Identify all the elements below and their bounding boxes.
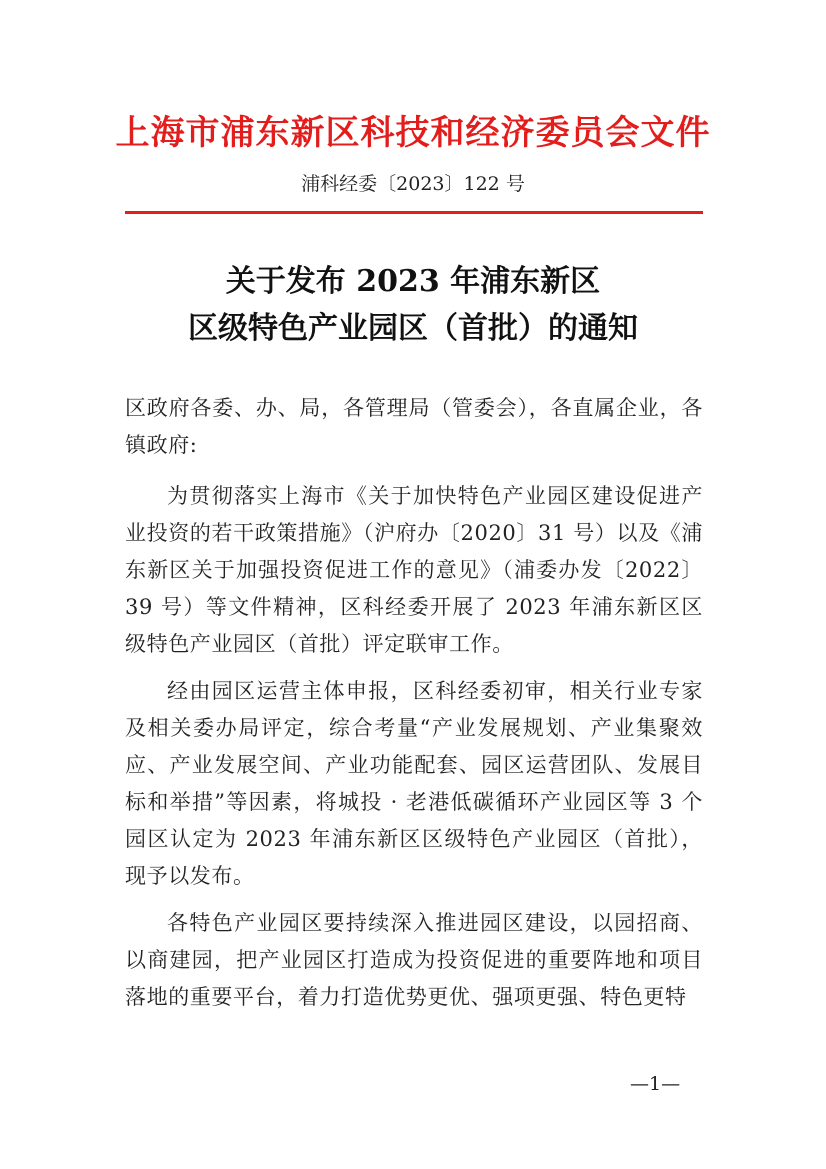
body-paragraph-2: 经由园区运营主体申报，区科经委初审，相关行业专家及相关委办局评定，综合考量“产业发展规划、产业集聚效应、产业发展空间、产业功能配套、园区运营团队、发展目标和举措”等因素，将城投 · 老港低碳循环产业园区等 3 个园区认定为 2023 年浦东新区区级特色产业园区（首批），现予以发布。 [125, 679, 703, 888]
addressee: 区政府各委、办、局，各管理局（管委会），各直属企业，各镇政府: [125, 396, 703, 457]
agency-header-title: 上海市浦东新区科技和经济委员会文件 [115, 113, 711, 153]
body-paragraph-1: 为贯彻落实上海市《关于加快特色产业园区建设促进产业投资的若干政策措施》（沪府办〔2020〕31 号）以及《浦东新区关于加强投资促进工作的意见》（浦委办发〔2022〕39 号）等文件精神，区科经委开展了 2023 年浦东新区区级特色产业园区（首批）评定联审工作。 [125, 484, 703, 656]
page-number: —1— [630, 1073, 681, 1095]
red-divider-line [125, 211, 703, 214]
document-body [125, 390, 703, 1026]
document-number: 浦科经委〔2023〕122 号 [301, 173, 525, 195]
notice-title-line-2: 区级特色产业园区（首批）的通知 [188, 311, 638, 346]
body-paragraph-3: 各特色产业园区要持续深入推进园区建设，以园招商、以商建园，把产业园区打造成为投资促进的重要阵地和项目落地的重要平台，着力打造优势更优、强项更强、特色更特 [125, 911, 703, 1009]
notice-title-line-1: 关于发布 2023 年浦东新区 [225, 264, 601, 299]
